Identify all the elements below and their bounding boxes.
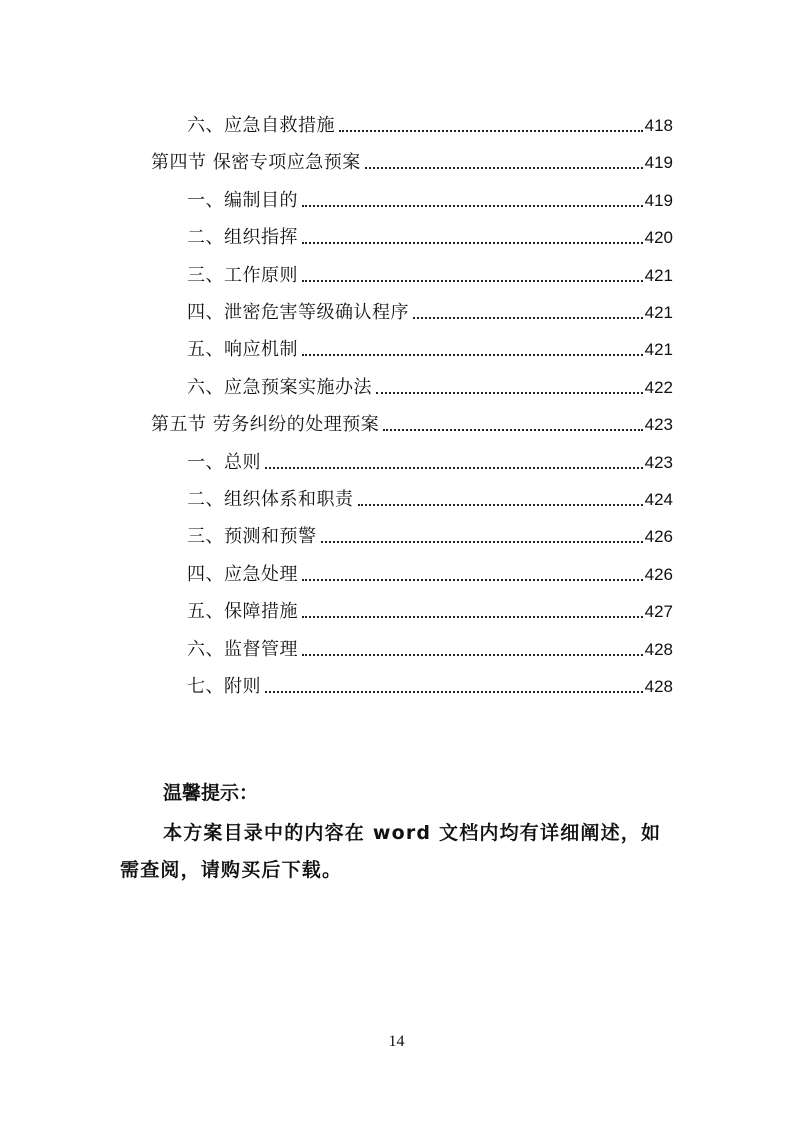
toc-entry[interactable] <box>187 288 673 324</box>
toc-entry-label: 二、组织指挥 <box>187 227 298 249</box>
toc-entry-page: 426 <box>644 564 673 584</box>
toc-entry-label: 一、总则 <box>187 451 261 473</box>
notice-title: 温馨提示： <box>163 782 259 804</box>
toc-entry[interactable] <box>187 251 673 287</box>
toc-entry[interactable] <box>187 475 673 511</box>
toc-entry-page: 423 <box>644 452 673 472</box>
toc-entry[interactable] <box>187 550 673 586</box>
toc-entry[interactable] <box>187 213 673 249</box>
toc-entry[interactable] <box>187 438 673 474</box>
toc-entry-label: 二、组织体系和职责 <box>187 489 354 510</box>
toc-entry-page: 421 <box>644 303 673 322</box>
toc-entry-page: 428 <box>644 639 673 659</box>
toc-entry-label: 四、应急处理 <box>187 563 298 585</box>
toc-entry-label: 第四节 保密专项应急预案 <box>151 152 361 174</box>
toc-dot-leader <box>365 167 643 169</box>
toc-entry-page: 422 <box>644 377 673 397</box>
toc-dot-leader <box>302 205 643 207</box>
toc-entry[interactable] <box>187 587 673 623</box>
toc-entry-page: 421 <box>644 265 673 285</box>
toc-entry-label: 五、响应机制 <box>187 339 298 361</box>
toc-dot-leader <box>302 654 643 656</box>
toc-entry-page: 423 <box>644 415 673 435</box>
toc-entry[interactable] <box>187 512 673 548</box>
toc-entry-page: 421 <box>644 340 673 360</box>
toc-entry-label: 一、编制目的 <box>187 189 298 211</box>
toc-entry[interactable] <box>187 625 673 661</box>
toc-entry[interactable] <box>187 662 673 698</box>
notice-body: 本方案目录中的内容在 word 文档内均有详细阐述，如需查阅，请购买后下载。 <box>120 822 662 881</box>
toc-entry-label: 六、应急预案实施办法 <box>187 376 372 398</box>
toc-entry[interactable] <box>187 325 673 361</box>
toc-entry-label: 四、泄密危害等级确认程序 <box>187 302 409 323</box>
toc-entry-label: 六、监督管理 <box>187 638 298 660</box>
toc-entry-label: 五、保障措施 <box>187 601 298 623</box>
toc-dot-leader <box>302 280 643 282</box>
toc-entry[interactable] <box>151 138 673 174</box>
toc-entry-page: 426 <box>644 527 673 547</box>
toc-dot-leader <box>265 467 643 469</box>
toc-entry-label: 六、应急自救措施 <box>187 115 335 136</box>
page-number: 14 <box>388 1033 405 1050</box>
toc-entry[interactable] <box>187 176 673 212</box>
toc-entry-label: 七、附则 <box>187 676 261 697</box>
toc-entry[interactable] <box>187 363 673 399</box>
toc-dot-leader <box>383 429 642 431</box>
toc-entry[interactable] <box>151 400 673 436</box>
toc-entry-label: 三、工作原则 <box>187 264 298 286</box>
toc-entry-page: 418 <box>644 116 673 135</box>
toc-dot-leader <box>339 130 643 132</box>
toc-dot-leader <box>321 541 643 543</box>
toc-dot-leader <box>302 579 643 581</box>
toc-dot-leader <box>302 242 643 244</box>
toc-entry-label: 第五节 劳务纠纷的处理预案 <box>151 414 380 436</box>
toc-entry-page: 419 <box>644 153 673 173</box>
toc-entry-page: 420 <box>644 228 673 248</box>
toc-dot-leader <box>265 691 643 693</box>
toc-dot-leader <box>376 392 643 394</box>
toc-entry[interactable] <box>187 101 673 137</box>
toc-entry-page: 419 <box>644 190 673 210</box>
toc-entry-page: 428 <box>644 677 673 696</box>
toc-entry-page: 427 <box>644 602 673 622</box>
toc-dot-leader <box>358 504 643 506</box>
toc-dot-leader <box>302 616 643 618</box>
toc-entry-page: 424 <box>644 490 673 509</box>
toc-dot-leader <box>302 354 643 356</box>
toc-dot-leader <box>413 317 643 319</box>
toc-entry-label: 三、预测和预警 <box>187 526 317 548</box>
